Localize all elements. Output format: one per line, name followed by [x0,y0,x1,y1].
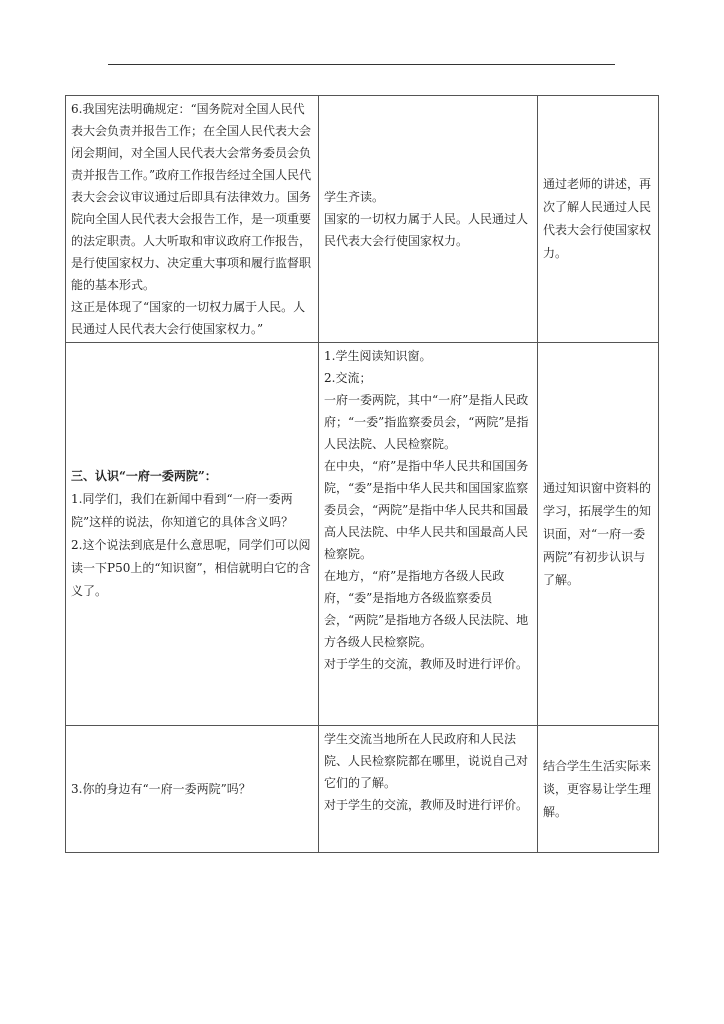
paragraph: 在地方，“府”是指地方各级人民政府，“委”是指地方各级监察委员会，“两院”是指地方各级人民法院、地方各级人民检察院。 [324,569,529,649]
paragraph: 1.学生阅读知识窗。 [324,349,432,363]
teacher-activity-cell [66,726,319,853]
lesson-plan-table [65,95,659,853]
paragraph: 学生齐读。 [324,190,385,204]
paragraph: 通过知识窗中资料的学习，拓展学生的知识面，对“一府一委两院”有初步认识与了解。 [543,480,652,587]
table-row-constitution [66,96,659,343]
paragraph: 2.交流； [324,371,372,385]
teacher-activity-cell [66,96,319,343]
paragraph: 一府一委两院，其中“一府”是指人民政府；“一委”指监察委员会，“两院”是指人民法院、人民检察院。 [324,393,529,451]
paragraph: 结合学生生活实际来谈，更容易让学生理解。 [543,758,652,819]
paragraph: 学生交流当地所在人民政府和人民法院、人民检察院都在哪里，说说自己对它们的了解。 [324,732,529,790]
student-activity-cell [319,726,538,853]
design-intent-cell [538,343,659,726]
paragraph: 1.同学们，我们在新闻中看到“一府一委两院”这样的说法，你知道它的具体含义吗？ [71,492,294,529]
paragraph: 对于学生的交流，教师及时进行评价。 [324,798,529,812]
paragraph: 6.我国宪法明确规定：“国务院对全国人民代表大会负责并报告工作；在全国人民代表大会闭会期间，对全国人民代表大会常务委员会负责并报告工作。”政府工作报告经过全国人民代表大会会议审议通过后即具有法律效力。国务院向全国人民代表大会报告工作，是一项重要的法定职责。人大听取和审议政府工作报告，是行使国家权力、决定重大事项和履行监督职能的基本形式。 [71,102,312,292]
table-row-nearby [66,726,659,853]
header-rule [108,64,615,65]
paragraph: 在中央，“府”是指中华人民共和国国务院，“委”是指中华人民共和国国家监察委员会，“两院”是指中华人民共和国最高人民法院、中华人民共和国最高人民检察院。 [324,459,529,561]
paragraph: 对于学生的交流，教师及时进行评价。 [324,657,529,671]
design-intent-cell [538,726,659,853]
student-activity-cell [319,343,538,726]
teacher-activity-cell [66,343,319,726]
table-row-one-gov-one-commission-two-courts [66,343,659,726]
paragraph: 2.这个说法到底是什么意思呢，同学们可以阅读一下P50上的“知识窗”，相信就明白它的含义了。 [71,538,311,598]
section-heading: 三、认识“一府一委两院”： [71,469,217,483]
paragraph: 3.你的身边有“一府一委两院”吗？ [71,782,251,796]
paragraph: 通过老师的讲述，再次了解人民通过人民代表大会行使国家权力。 [543,177,652,260]
design-intent-cell [538,96,659,343]
paragraph: 这正是体现了“国家的一切权力属于人民。人民通过人民代表大会行使国家权力。” [71,300,306,336]
student-activity-cell [319,96,538,343]
paragraph: 国家的一切权力属于人民。人民通过人民代表大会行使国家权力。 [324,212,529,248]
